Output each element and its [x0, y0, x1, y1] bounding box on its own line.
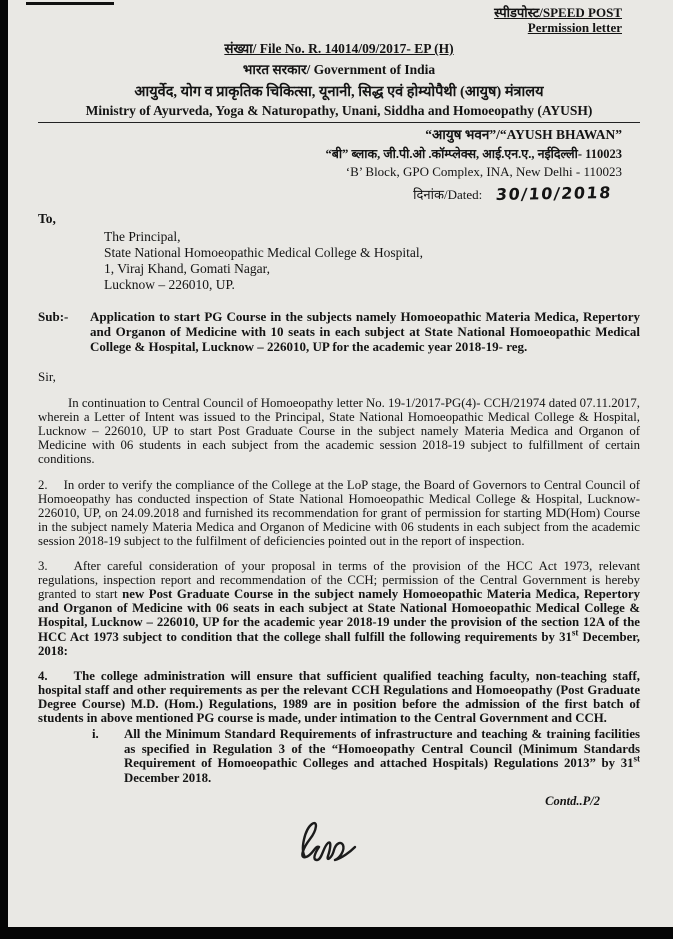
address-english: ‘B’ Block, GPO Complex, INA, New Delhi - 110023	[345, 164, 622, 179]
paragraph-1-text: In continuation to Central Council of Homoeopathy letter No. 19-1/2017-PG(4)- CCH/21974 dated 07.11.2017, wherein a Letter of Intent was issued to the Principal, State National Homoeopathic Medical College & Hospital, Lucknow – 226010, UP to start Post Graduate Course in the subject namely Materia Medica and Organon of Medicine with 06 students in each subject from the academic session 2018-19 subject to fulfillment of certain conditions.	[38, 396, 640, 467]
recipient-address	[104, 229, 640, 293]
paragraph-4-text: The college administration will ensure that sufficient qualified teaching faculty, non-teaching staff, hospital staff and other requirements as per the relevant CCH Regulations and Homoeopathy (Post Graduate Degree Course) M.D. (Hom.) Regulations, 1989 are in position before the admission of the first batch of students in above mentioned PG course is made, under intimation to the Central Government and CCH.	[38, 668, 640, 725]
dated-row	[38, 184, 612, 203]
government-of-india: भारत सरकार/ Government of India	[242, 62, 436, 77]
paragraph-4-number: 4.	[38, 668, 48, 683]
to-label: To,	[38, 210, 56, 226]
subject-row	[38, 309, 640, 355]
list-item-i-number: i.	[92, 727, 99, 742]
ayush-bhawan: “आयुष भवन”/“AYUSH BHAWAN”	[425, 127, 622, 142]
speed-post-label: स्पीडपोस्ट/SPEED POST	[494, 5, 622, 20]
file-number: संख्या/ File No. R. 14014/09/2017- EP (H)	[224, 41, 454, 56]
postal-mode-block	[38, 5, 622, 35]
list-item-i	[88, 727, 640, 785]
signature-scribble	[290, 817, 640, 870]
paragraph-3-text-bold: new Post Graduate Course in the subject namely Homoeopathic Materia Medica, Repertory and Organon of Medicine with 06 seats in each subject at State National Homoeopathic Medical College & Hospital, Lucknow – 226010, UP for the academic year 2018-19 under the provision of the section 12A of the HCC Act 1973 subject to condition that the college shall fulfill the following requirements by 31	[38, 587, 640, 644]
list-item-i-text	[124, 727, 640, 785]
ordinal-suffix: st	[633, 754, 640, 764]
recipient-line: State National Homoeopathic Medical College & Hospital,	[104, 244, 424, 260]
sender-address-block	[38, 126, 622, 182]
signature-icon	[290, 817, 362, 865]
paragraph-3-number: 3.	[38, 559, 48, 574]
salutation: Sir,	[38, 369, 56, 385]
address-hindi: “बी” ब्लाक, जी.पी.ओ .कॉम्प्लेक्स, आई.एन.ए., नईदिल्ली- 110023	[325, 146, 622, 161]
paragraph-3	[38, 559, 640, 658]
paragraph-4	[38, 669, 640, 725]
letter-content	[38, 5, 640, 870]
paragraph-2-number: 2.	[38, 477, 48, 492]
scan-edge-left	[0, 0, 8, 939]
permission-letter-label: Permission letter	[527, 20, 622, 35]
ordinal-suffix: st	[571, 627, 579, 638]
paragraph-2-text: In order to verify the compliance of the College at the LoP stage, the Board of Governors to Central Council of Homoeopathy has conducted inspection of State National Homoeopathic Medical College & Hospital, Lucknow- 226010, UP, on 24.09.2018 and furnished its recommendation for grant of permission for starting MD(Hom) Course in the subject namely Materia Medica and Organon of Medicine with 06 students in each subject from the academic session 2018-19 subject to the fulfilment of deficiencies pointed out in the report of inspection.	[38, 477, 640, 548]
continuation-note: Contd..P/2	[545, 794, 600, 809]
recipient-line: The Principal,	[104, 228, 181, 244]
paragraph-3-text-normal: After careful consideration of your proposal in terms of the provision of the HCC Act 1973, relevant regulations, inspection report and recommendation of the CCH; permission of the Central Government is hereby granted to start	[38, 559, 640, 602]
paragraph-1	[38, 396, 640, 466]
list-item-i-text-b: December 2018.	[124, 770, 212, 785]
scan-edge-bottom	[0, 927, 673, 939]
recipient-line: Lucknow – 226010, UP.	[104, 276, 235, 292]
ministry-name-hindi: आयुर्वेद, योग व प्राकृतिक चिकित्सा, यूनानी, सिद्ध एवं होम्योपैथी (आयुष) मंत्रालय	[134, 84, 544, 100]
ministry-name-english: Ministry of Ayurveda, Yoga & Naturopathy, Unani, Siddha and Homoeopathy (AYUSH)	[38, 103, 640, 123]
paragraph-2	[38, 478, 640, 548]
paragraph-3-text-bold-end: December, 2018:	[38, 629, 640, 658]
handwritten-date: 30/10/2018	[495, 182, 613, 204]
recipient-line: 1, Viraj Khand, Gomati Nagar,	[104, 260, 270, 276]
list-item-i-text-a: All the Minimum Standard Requirements of infrastructure and teaching & training facilities as specified in Regulation 3 of the “Homoeopathy Central Council (Minimum Standards Requirement of Homoeopathic Colleges and attached Hospitals) Regulations 2013” by 31	[124, 727, 640, 771]
dated-label: दिनांक/Dated:	[413, 186, 483, 202]
subject-text: Application to start PG Course in the subjects namely Homoeopathic Materia Medica, Repertory and Organon of Medicine with 10 seats in each subject at State National Homoeopathic Medical College & Hospital, Lucknow – 226010, UP for the academic year 2018-19- reg.	[90, 308, 640, 354]
subject-label: Sub:-	[38, 308, 69, 324]
